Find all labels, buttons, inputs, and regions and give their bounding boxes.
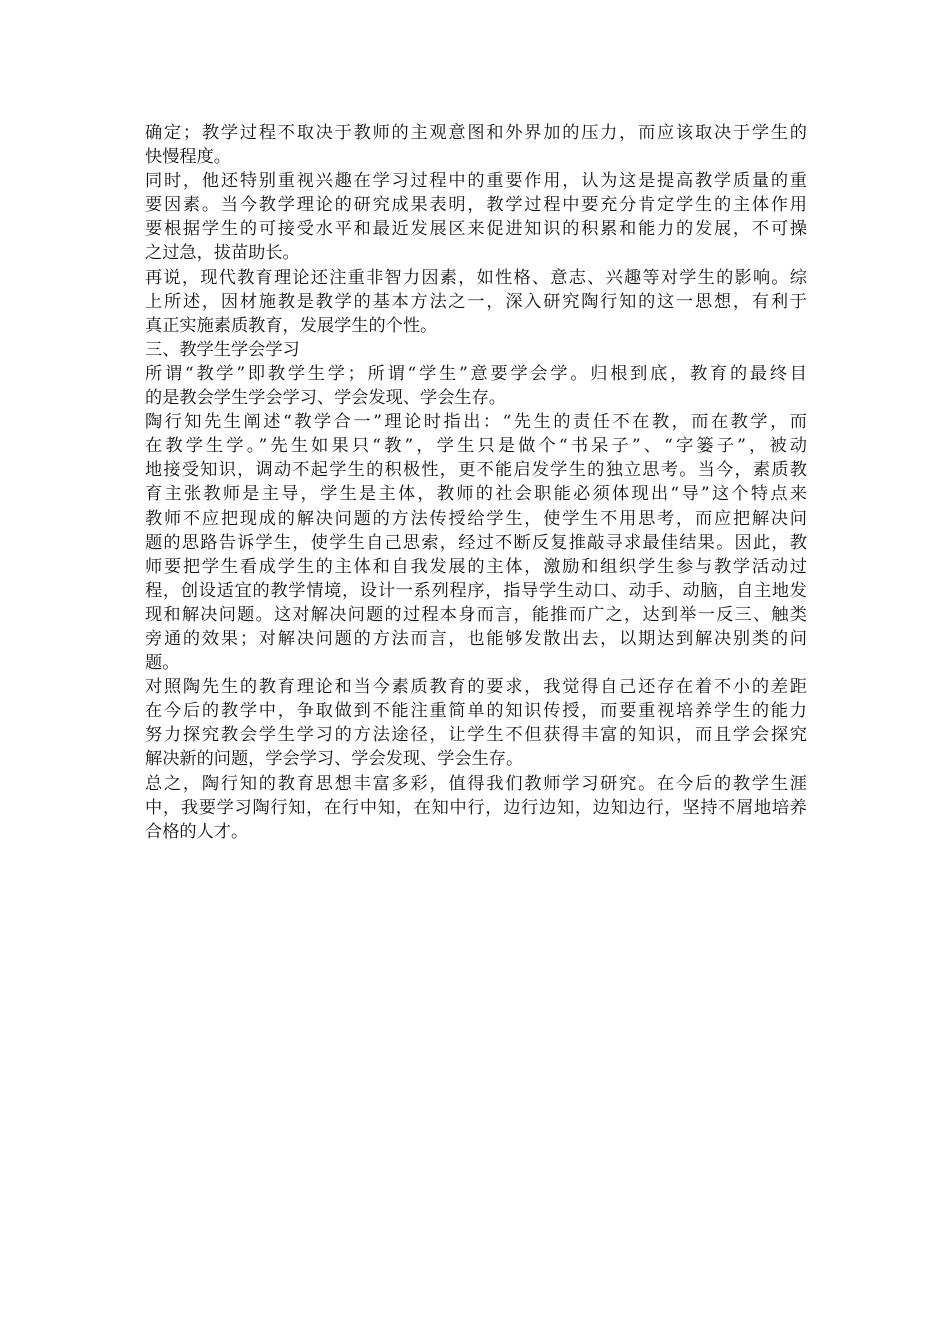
paragraph [145,266,807,338]
paragraph [145,169,807,265]
section-heading [145,338,807,362]
text-line: 要根据学生的可接受水平和最近发展区来促进知识的积累和能力的发展，不可操 [145,219,807,240]
text-line: 旁通的效果；对解决问题的方法而言，也能够发散出去，以期达到解决别类的问 [145,628,807,649]
text-line: 在今后的教学中，争取做到不能注重简单的知识传授，而要重视培养学生的能力 [145,701,807,722]
paragraph [145,410,807,675]
text-line: 的是教会学生学会学习、学会发现、学会生存。 [145,388,506,409]
text-line: 陶行知先生阐述“教学合一”理论时指出：“先生的责任不在教，而在教学，而 [145,412,807,433]
paragraph [145,121,807,169]
text-line: 快慢程度。 [145,147,231,168]
text-line: 题的思路告诉学生，使学生自己思索，经过不断反复推敲寻求最佳结果。因此，教 [145,532,807,553]
paragraph [145,362,807,410]
text-line: 所谓“教学”即教学生学；所谓“学生”意要学会学。归根到底，教育的最终目 [145,363,807,384]
text-line: 合格的人才。 [145,821,249,842]
text-line: 题。 [145,653,180,674]
text-line: 地接受知识，调动不起学生的积极性，更不能启发学生的独立思考。当今，素质教 [145,460,807,481]
text-line: 育主张教师是主导，学生是主体，教师的社会职能必须体现出“导”这个特点来 [145,484,807,505]
text-line: 程，创设适宜的教学情境，设计一系列程序，指导学生动口、动手、动脑，自主地发 [145,580,807,601]
paragraph [145,772,807,844]
text-line: 要因素。当今教学理论的研究成果表明，教学过程中要充分肯定学生的主体作用 [145,195,807,216]
text-line: 现和解决问题。这对解决问题的过程本身而言，能推而广之，达到举一反三、触类 [145,604,807,625]
text-line: 中，我要学习陶行知，在行中知，在知中行，边行边知，边知边行，坚持不屑地培养 [145,797,807,818]
text-line: 师要把学生看成学生的主体和自我发展的主体，激励和组织学生参与教学活动过 [145,556,807,577]
text-line: 确定；教学过程不取决于教师的主观意图和外界加的压力，而应该取决于学生的 [145,123,807,143]
text-line: 真正实施素质教育，发展学生的个性。 [145,315,438,336]
text-line: 努力探究教会学生学习的方法途径，让学生不但获得丰富的知识，而且学会探究 [145,725,807,746]
text-line: 总之，陶行知的教育思想丰富多彩，值得我们教师学习研究。在今后的教学生涯 [145,773,807,794]
text-line: 解决新的问题，学会学习、学会发现、学会生存。 [145,749,524,770]
paragraph [145,675,807,771]
text-line: 上所述，因材施教是教学的基本方法之一，深入研究陶行知的这一思想，有利于 [145,291,807,312]
text-line: 在教学生学。”先生如果只“教”，学生只是做个“书呆子”、“字篓子”，被动 [145,436,807,457]
text-line: 再说，现代教育理论还注重非智力因素，如性格、意志、兴趣等对学生的影响。综 [145,267,807,288]
text-line: 同时，他还特别重视兴趣在学习过程中的重要作用，认为这是提高教学质量的重 [145,171,807,192]
heading-text: 三、教学生学会学习 [145,339,300,360]
document-body [145,121,807,844]
text-line: 对照陶先生的教育理论和当今素质教育的要求，我觉得自己还存在着不小的差距 [145,677,807,698]
text-line: 教师不应把现成的解决问题的方法传授给学生，使学生不用思考，而应把解决问 [145,508,807,529]
text-line: 之过急，拔苗助长。 [145,243,300,264]
